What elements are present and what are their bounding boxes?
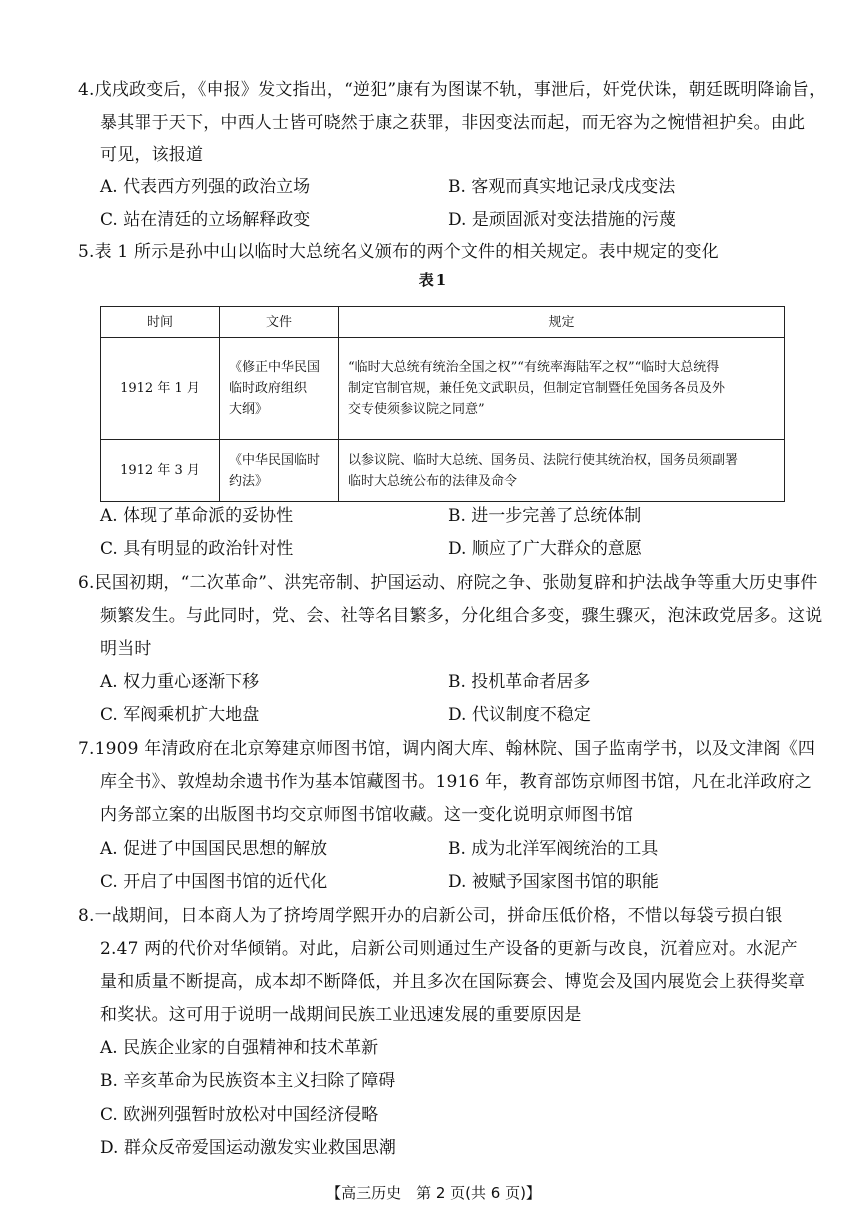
q5-option-a: A. 体现了革命派的妥协性 xyxy=(100,506,294,526)
q6-option-c: C. 军阀乘机扩大地盘 xyxy=(100,705,260,725)
q4-option-b: B. 客观而真实地记录戊戌变法 xyxy=(448,177,676,197)
table-cell-doc xyxy=(220,338,339,440)
table-cell-doc-line: 大纲》 xyxy=(229,402,269,417)
table-cell-doc-line: 《中华民国临时 xyxy=(229,452,321,468)
q5-option-c: C. 具有明显的政治针对性 xyxy=(100,539,294,559)
q6-option-d: D. 代议制度不稳定 xyxy=(448,705,591,725)
page-footer: 【高三历史 第 2 页(共 6 页)】 xyxy=(326,1184,541,1202)
q4-stem-line-1: 4.戊戌政变后，《申报》发文指出，“逆犯”康有为图谋不轨，事泄后，奸党伏诛，朝廷既明降谕旨， xyxy=(78,80,827,100)
table-header-time: 时间 xyxy=(101,307,220,338)
q5-option-b: B. 进一步完善了总统体制 xyxy=(448,506,642,526)
table-cell-rule xyxy=(339,440,785,502)
q6-stem-line-3: 明当时 xyxy=(100,639,152,659)
q5-option-d: D. 顺应了广大群众的意愿 xyxy=(448,539,642,559)
q6-stem-line-1: 6.民国初期，“二次革命”、洪宪帝制、护国运动、府院之争、张勋复辟和护法战争等重大历史事件 xyxy=(78,573,818,593)
table-row xyxy=(101,338,785,440)
q4-option-c: C. 站在清廷的立场解释政变 xyxy=(100,210,311,230)
table-cell-rule-line: 制定官制官规，兼任免文武职员，但制定官制暨任免国务各员及外 xyxy=(348,381,726,396)
table-header-row xyxy=(101,307,785,338)
q8-stem-line-2: 2.47 两的代价对华倾销。对此，启新公司则通过生产设备的更新与改良，沉着应对。水泥产 xyxy=(100,939,798,959)
q5-stem-line-1: 5.表 1 所示是孙中山以临时大总统名义颁布的两个文件的相关规定。表中规定的变化 xyxy=(78,242,719,262)
table-header-rule: 规定 xyxy=(339,307,785,338)
table-cell-rule-line: 临时大总统公布的法律及命令 xyxy=(348,473,518,489)
table-cell-rule-line: 以参议院、临时大总统、国务员、法院行使其统治权，国务员须副署 xyxy=(348,452,739,468)
table-cell-rule-line: 交专使须参议院之同意” xyxy=(348,402,485,417)
q7-stem-line-2: 库全书》、敦煌劫余遗书作为基本馆藏图书。1916 年，教育部饬京师图书馆，凡在北洋政府之 xyxy=(100,772,812,792)
q4-option-a: A. 代表西方列强的政治立场 xyxy=(100,177,311,197)
table-1 xyxy=(100,306,785,502)
q8-stem-line-1: 8.一战期间，日本商人为了挤垮周学熙开办的启新公司，拼命压低价格，不惜以每袋亏损白银 xyxy=(78,906,783,926)
q8-option-b: B. 辛亥革命为民族资本主义扫除了障碍 xyxy=(100,1071,396,1091)
table-cell-rule-line: “临时大总统有统治全国之权”“有统率海陆军之权”“临时大总统得 xyxy=(348,360,720,375)
q8-option-d: D. 群众反帝爱国运动激发实业救国思潮 xyxy=(100,1138,396,1158)
q7-option-a: A. 促进了中国国民思想的解放 xyxy=(100,839,328,859)
q6-option-a: A. 权力重心逐渐下移 xyxy=(100,672,260,692)
q4-option-d: D. 是顽固派对变法措施的污蔑 xyxy=(448,210,676,230)
q7-option-b: B. 成为北洋军阀统治的工具 xyxy=(448,839,659,859)
q7-stem-line-3: 内务部立案的出版图书均交京师图书馆收藏。这一变化说明京师图书馆 xyxy=(100,805,634,825)
q8-option-c: C. 欧洲列强暂时放松对中国经济侵略 xyxy=(100,1105,379,1125)
q6-option-b: B. 投机革命者居多 xyxy=(448,672,591,692)
table-cell-doc-line: 约法》 xyxy=(229,473,269,489)
q7-stem-line-1: 7.1909 年清政府在北京筹建京师图书馆，调内阁大库、翰林院、国子监南学书，以及文津阁《四 xyxy=(78,739,816,759)
table-row xyxy=(101,440,785,502)
q8-stem-line-4: 和奖状。这可用于说明一战期间民族工业迅速发展的重要原因是 xyxy=(100,1005,582,1025)
q7-option-d: D. 被赋予国家图书馆的职能 xyxy=(448,872,659,892)
table-cell-rule xyxy=(339,338,785,440)
table-cell-doc-line: 临时政府组织 xyxy=(229,381,308,396)
q6-stem-line-2: 频繁发生。与此同时，党、会、社等名目繁多，分化组合多变，骤生骤灭，泡沫政党居多。这说 xyxy=(100,606,823,626)
table-cell-time: 1912 年 1 月 xyxy=(101,338,220,440)
q4-stem-line-3: 可见，该报道 xyxy=(100,145,204,165)
q4-stem-line-2: 暴其罪于天下，中西人士皆可晓然于康之获罪，非因变法而起，而无容为之惋惜袒护矣。由此 xyxy=(100,113,806,133)
q8-option-a: A. 民族企业家的自强精神和技术革新 xyxy=(100,1038,379,1058)
q8-stem-line-3: 量和质量不断提高，成本却不断降低，并且多次在国际赛会、博览会及国内展览会上获得奖章 xyxy=(100,972,806,992)
table-cell-time: 1912 年 3 月 xyxy=(101,440,220,502)
table-caption: 表1 xyxy=(418,271,449,289)
table-cell-doc xyxy=(220,440,339,502)
table-cell-doc-line: 《修正中华民国 xyxy=(229,360,321,375)
q7-option-c: C. 开启了中国图书馆的近代化 xyxy=(100,872,328,892)
table-header-doc: 文件 xyxy=(220,307,339,338)
